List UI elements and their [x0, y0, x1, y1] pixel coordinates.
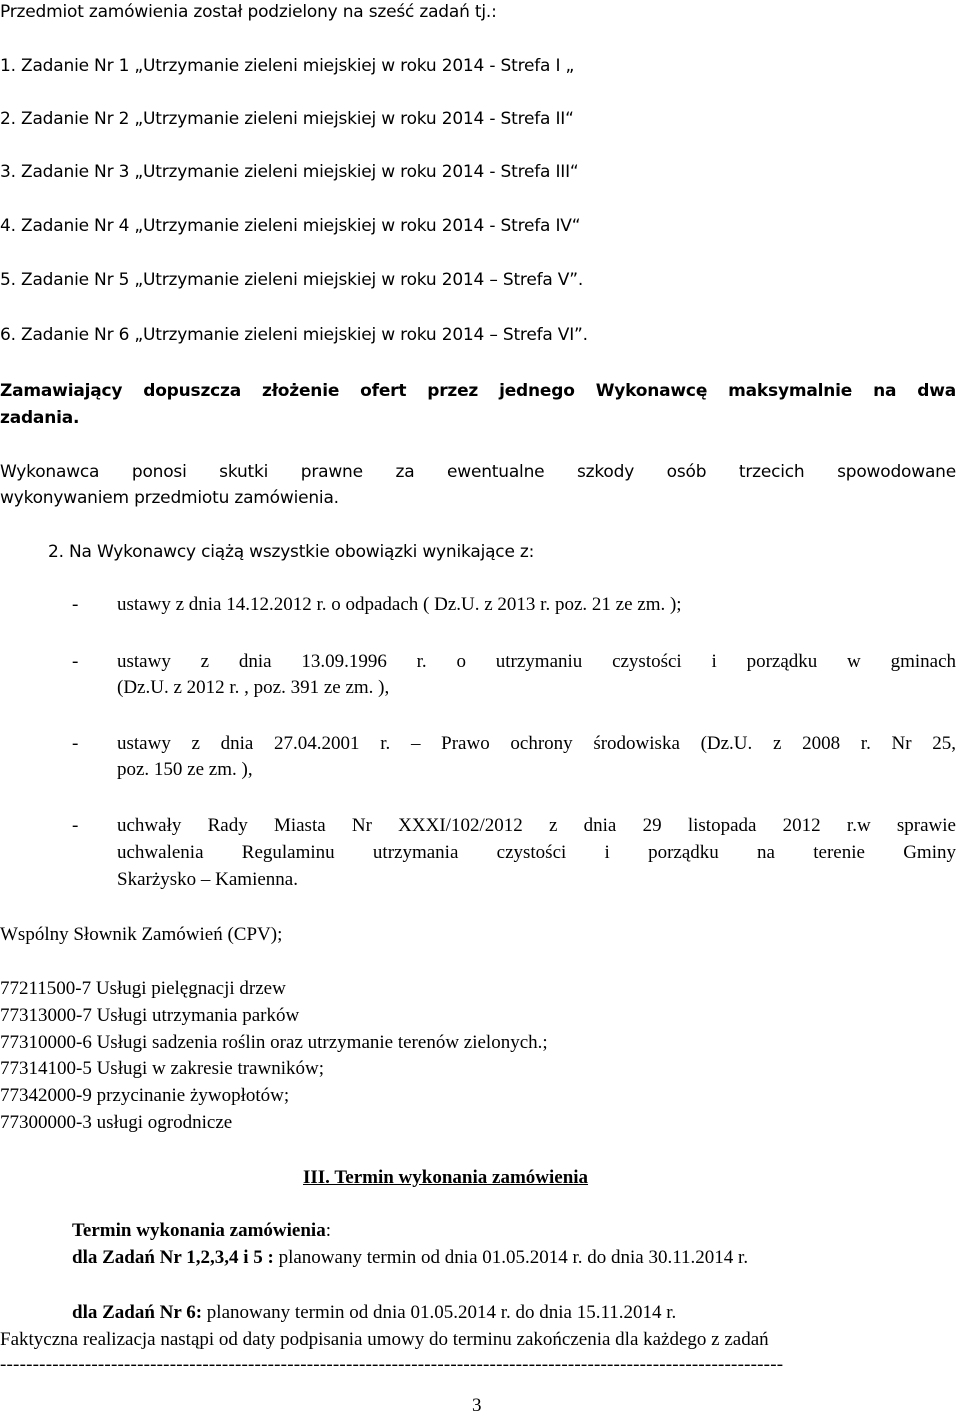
deadline-tasks-1-5-text: planowany termin od dnia 01.05.2014 r. do dnia 30.11.2014 r.	[273, 1247, 749, 1268]
law-item-3-line-2: poz. 150 ze zm. ),	[117, 759, 253, 780]
deadline-tasks-1-5	[72, 1247, 748, 1269]
cpv-item: 77313000-7 Usługi utrzymania parków	[0, 1005, 300, 1026]
obligations-heading: 2. Na Wykonawcy ciążą wszystkie obowiązki wynikające z:	[48, 542, 535, 562]
ordering-note-line-1: Zamawiający dopuszcza złożenie ofert przez jednego Wykonawcę maksymalnie na dwa	[0, 381, 956, 401]
deadline-tasks-1-5-label: dla Zadań Nr 1,2,3,4 i 5 :	[72, 1247, 274, 1268]
liability-line-1: Wykonawca ponosi skutki prawne za ewentualne szkody osób trzecich spowodowane	[0, 462, 956, 482]
law-dash: -	[72, 651, 79, 672]
task-item-5: 5. Zadanie Nr 5 „Utrzymanie zieleni miejskiej w roku 2014 – Strefa V”.	[0, 270, 584, 290]
deadline-task-6-label: dla Zadań Nr 6:	[72, 1302, 203, 1323]
deadline-label	[72, 1220, 331, 1242]
law-dash: -	[72, 733, 79, 754]
law-item-1-line-1: ustawy z dnia 14.12.2012 r. o odpadach ( Dz.U. z 2013 r. poz. 21 ze zm. );	[117, 594, 682, 615]
deadline-task-6-text: planowany termin od dnia 01.05.2014 r. do dnia 15.11.2014 r.	[202, 1302, 677, 1323]
law-item-4-line-2: uchwalenia Regulaminu utrzymania czystości i porządku na terenie Gminy	[117, 842, 956, 863]
law-dash: -	[72, 594, 79, 615]
deadline-label-colon: :	[325, 1220, 331, 1241]
law-item-2-line-2: (Dz.U. z 2012 r. , poz. 391 ze zm. ),	[117, 677, 390, 698]
deadline-label-text: Termin wykonania zamówienia	[72, 1220, 326, 1241]
law-item-2-line-1: ustawy z dnia 13.09.1996 r. o utrzymaniu czystości i porządku w gminach	[117, 651, 956, 672]
cpv-item: 77314100-5 Usługi w zakresie trawników;	[0, 1058, 324, 1079]
task-item-4: 4. Zadanie Nr 4 „Utrzymanie zieleni miejskiej w roku 2014 - Strefa IV“	[0, 216, 581, 236]
law-item-3-line-1: ustawy z dnia 27.04.2001 r. – Prawo ochrony środowiska (Dz.U. z 2008 r. Nr 25,	[117, 733, 956, 754]
law-item-4-line-1: uchwały Rady Miasta Nr XXXI/102/2012 z dnia 29 listopada 2012 r.w sprawie	[117, 815, 956, 836]
law-item-4-line-3: Skarżysko – Kamienna.	[117, 869, 298, 890]
liability-line-2: wykonywaniem przedmiotu zamówienia.	[0, 488, 339, 508]
page-number: 3	[472, 1395, 482, 1416]
intro-text: Przedmiot zamówienia został podzielony na sześć zadań tj.:	[0, 2, 497, 22]
task-item-2: 2. Zadanie Nr 2 „Utrzymanie zieleni miejskiej w roku 2014 - Strefa II“	[0, 109, 574, 129]
ordering-note-line-2: zadania.	[0, 408, 80, 428]
task-item-6: 6. Zadanie Nr 6 „Utrzymanie zieleni miejskiej w roku 2014 – Strefa VI”.	[0, 325, 588, 345]
realization-note: Faktyczna realizacja nastąpi od daty podpisania umowy do terminu zakończenia dla każdego z zadań	[0, 1329, 769, 1350]
cpv-item: 77342000-9 przycinanie żywopłotów;	[0, 1085, 290, 1106]
cpv-heading: Wspólny Słownik Zamówień (CPV);	[0, 924, 283, 945]
task-item-1: 1. Zadanie Nr 1 „Utrzymanie zieleni miejskiej w roku 2014 - Strefa I „	[0, 56, 575, 76]
cpv-item: 77310000-6 Usługi sadzenia roślin oraz utrzymanie terenów zielonych.;	[0, 1032, 548, 1053]
law-dash: -	[72, 815, 79, 836]
task-item-3: 3. Zadanie Nr 3 „Utrzymanie zieleni miejskiej w roku 2014 - Strefa III“	[0, 162, 579, 182]
deadline-task-6	[72, 1302, 676, 1324]
cpv-item: 77211500-7 Usługi pielęgnacji drzew	[0, 978, 286, 999]
cpv-item: 77300000-3 usługi ogrodnicze	[0, 1112, 233, 1133]
separator-line: ------------------------------------------------------------------------------------------------------------------------	[0, 1354, 784, 1375]
section-3-title: III. Termin wykonania zamówienia	[303, 1167, 589, 1188]
